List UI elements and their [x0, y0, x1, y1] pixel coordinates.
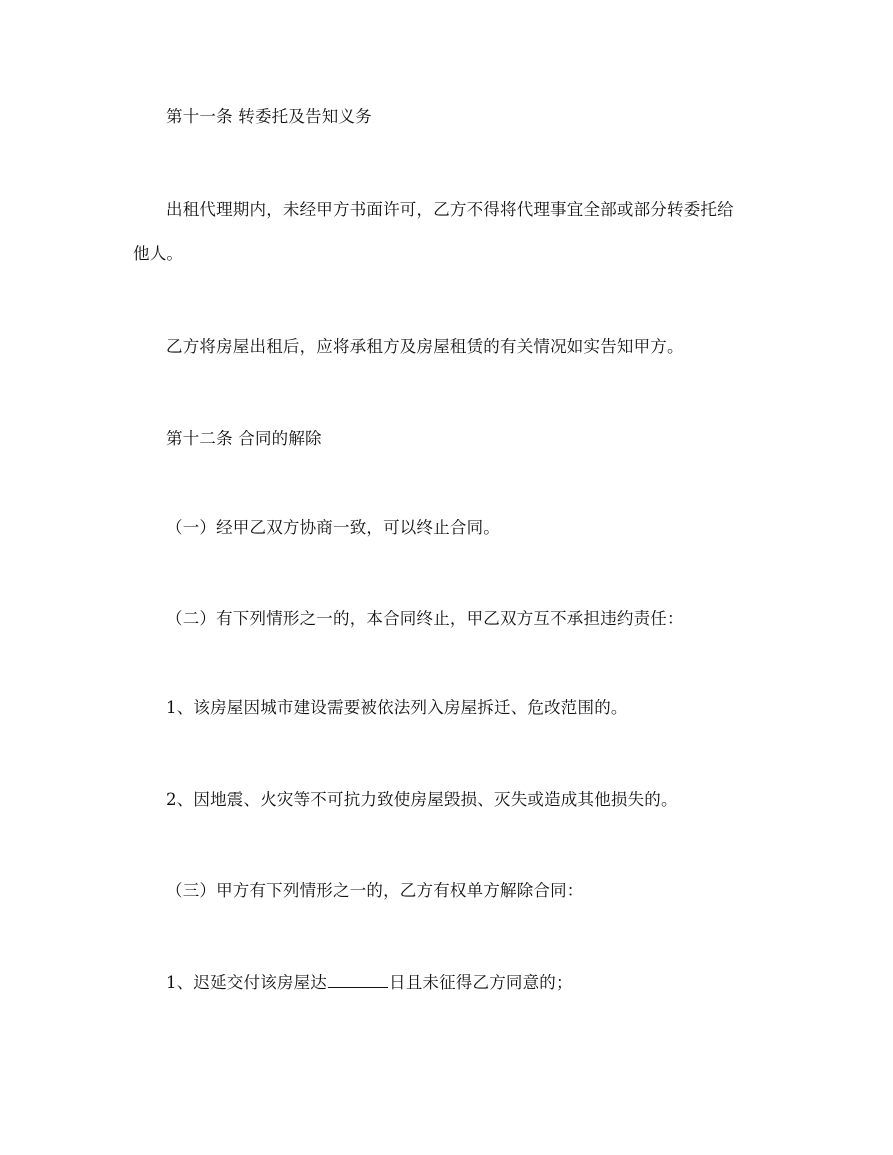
- article-11-paragraph-1-line-2: 他人。: [133, 244, 184, 263]
- article-12-clause-3: （三）甲方有下列情形之一的，乙方有权单方解除合同：: [166, 881, 584, 900]
- clause-3-item-1-prefix: 1、迟延交付该房屋达: [166, 973, 327, 992]
- article-12-heading: 第十二条 合同的解除: [166, 429, 322, 448]
- article-12-clause-3-item-1: [166, 970, 573, 994]
- article-11-paragraph-2: 乙方将房屋出租后，应将承租方及房屋租赁的有关情况如实告知甲方。: [166, 337, 684, 356]
- article-12-clause-2-item-1: 1、该房屋因城市建设需要被依法列入房屋拆迁、危改范围的。: [166, 698, 628, 717]
- article-12-clause-1: （一）经甲乙双方协商一致，可以终止合同。: [166, 518, 500, 537]
- article-11-paragraph-1-line-1: 出租代理期内，未经甲方书面许可，乙方不得将代理事宜全部或部分转委托给: [166, 200, 734, 219]
- article-12-clause-2-item-2: 2、因地震、火灾等不可抗力致使房屋毁损、灭失或造成其他损失的。: [166, 790, 678, 809]
- article-11-heading: 第十一条 转委托及告知义务: [166, 107, 372, 126]
- fill-in-blank: [328, 970, 388, 988]
- clause-3-item-1-suffix: 日且未征得乙方同意的；: [389, 973, 573, 992]
- article-12-clause-2: （二）有下列情形之一的，本合同终止，甲乙双方互不承担违约责任：: [166, 609, 684, 628]
